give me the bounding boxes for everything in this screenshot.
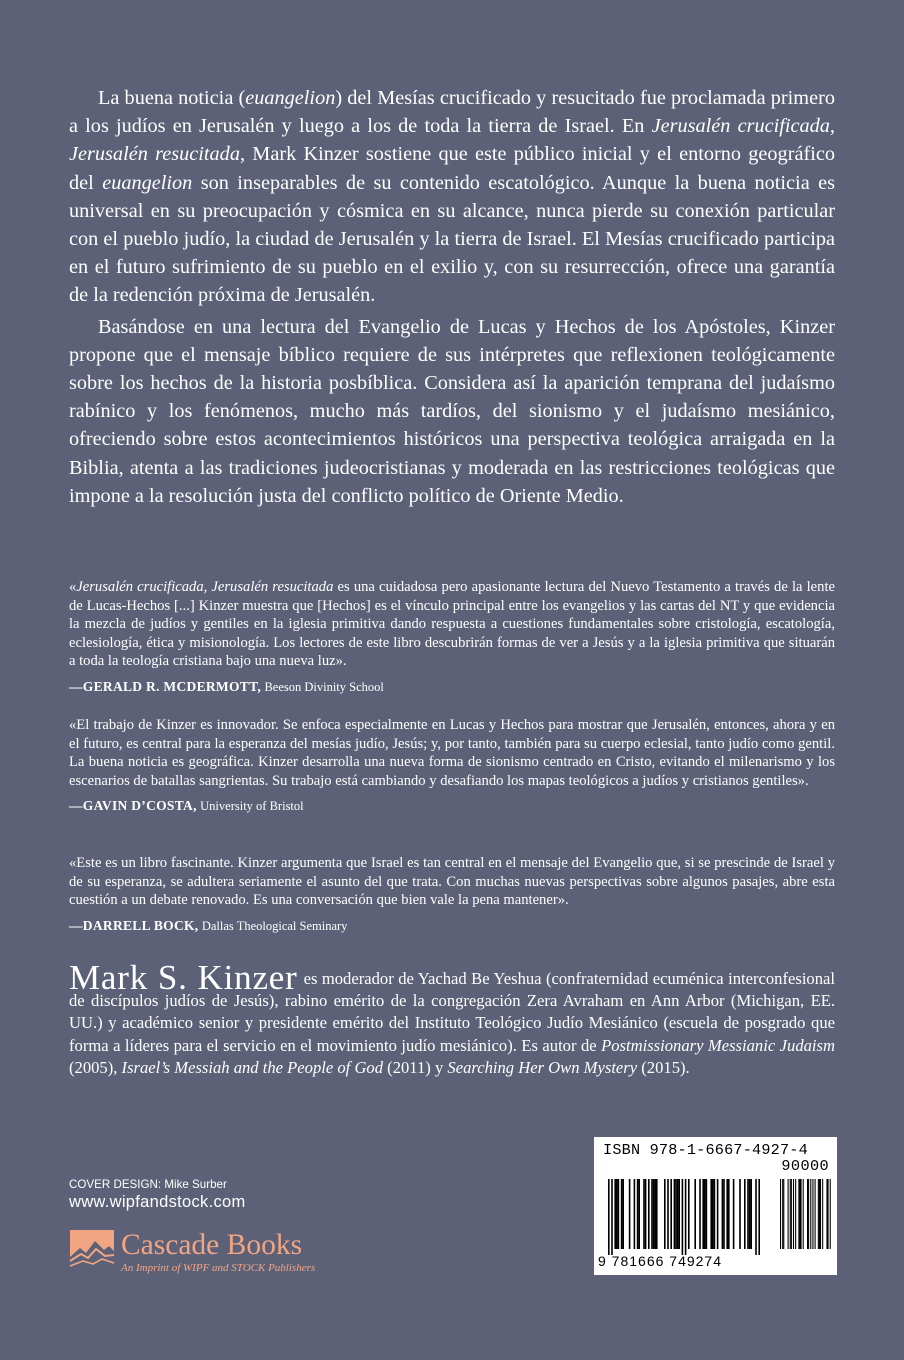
barcode-digits: 9 781666 749274 [598,1253,722,1269]
barcode-bar [702,1179,704,1249]
endorser-name: —GAVIN D’COSTA, [69,798,197,814]
author-bio-text: es moderador de Yachad Be Yeshua (confraternidad ecuménica interconfesional de discípulos judíos de Jesús), rabino emérito de la congregación Zera Avraham en Ann Arbor (Michigan, EE. UU.) y académico senior y presidente emérito del Instituto Teológico Judío Mesiánico (escuela de posgrado que forma a líderes para el servicio en el movimiento judío mesiánico). Es autor de Postmissionary Messianic Judaism (2005), Israel’s Messiah and the People of God (2011) y Searching Her Own Mystery (2015). [69,969,836,1077]
publisher-website: www.wipfandstock.com [69,1193,246,1211]
barcode-bar [643,1179,645,1249]
addon-bar [801,1179,802,1249]
barcode-bar [694,1179,696,1249]
barcode-bar [637,1179,639,1249]
barcode-bar [670,1179,672,1249]
barcode-bar [744,1179,746,1249]
barcode-bar [651,1179,653,1249]
addon-bar [799,1179,800,1249]
endorsement-attribution [69,917,835,936]
barcode-bar [750,1179,752,1249]
blurb-paragraph-1: La buena noticia (euangelion) del Mesías crucificado y resucitado fue proclamada primero a los judíos en Jerusalén y luego a los de toda la tierra de Israel. En Jerusalén crucificada, Jerusalén resucitada, Mark Kinzer sostiene que este público inicial y el entorno geográfico del euangelion son inseparables de su contenido escatológico. Aunque la buena noticia es universal en su preocupación y cósmica en su alcance, nunca pierde su conexión particular con el pueblo judío, la ciudad de Jerusalén y la tierra de Israel. El Mesías crucificado participa en el futuro sufrimiento de su pueblo en el exilio y, con su resurrección, ofrece una garantía de la redención próxima de Jerusalén. [69,87,836,307]
addon-bar [790,1179,791,1249]
addon-bar [808,1179,809,1249]
addon-bar [820,1179,821,1249]
barcode-bar [645,1179,647,1249]
mountain-logo-icon [69,1227,115,1273]
publisher-name: Cascade Books [121,1229,303,1261]
endorsement-dcosta [69,716,835,816]
endorser-affiliation: University of Bristol [200,799,304,814]
barcode-bar [653,1179,655,1249]
barcode-bar [638,1179,640,1249]
ean13-bars [608,1179,773,1255]
barcode-bar [616,1179,618,1249]
author-bio [69,958,836,1079]
barcode-bar [704,1179,706,1249]
barcode-bar [699,1179,701,1249]
publisher-imprint: An Imprint of WIPF and STOCK Publishers [121,1262,316,1274]
barcode-bar [618,1179,620,1249]
barcode-bar [723,1179,725,1249]
addon-bar [793,1179,794,1249]
endorsement-text: «El trabajo de Kinzer es innovador. Se enfoca especialmente en Lucas y Hechos para mostrar que Jerusalén, entonces, ahora y en el futuro, es central para la esperanza del mesías judío, Jesús; y, por tanto, también para su cuerpo eclesial, tanto judío como gentil. La buena noticia es geográfica. Kinzer desarrolla una nueva forma de sionismo centrado en Cristo, evitando el milenarismo y los escenarios de batallas sangrientas. Su trabajo está cambiando y desafiando los mapas teológicos a judíos y cristianos gentiles». [69,717,835,789]
barcode-bar [739,1179,741,1249]
barcode-bar [685,1179,687,1255]
barcode-bar [710,1179,712,1249]
barcode-bar [747,1179,749,1249]
addon-bar [803,1179,804,1249]
isbn-barcode [594,1137,837,1275]
addon-bar [795,1179,796,1249]
barcode-bar [608,1179,610,1255]
endorsement-text: «Jerusalén crucificada, Jerusalén resucitada es una cuidadosa pero apasionante lectura del Nuevo Testamento a través de la lente de Lucas-Hechos [...] Kinzer muestra que [Hechos] es el vínculo principal entre los evangelios y las cartas del NT y que evidencia la mezcla de judíos y gentiles en la iglesia primitiva dando respuesta a cuestiones fundamentales sobre cristología, escatología, eclesiología, ética y misionología. Los lectores de este libro descubrirán formas de ver a Jesús y a la iglesia primitiva que situarán a toda la teología cristiana bajo una nueva luz». [69,579,835,670]
addon-bar [819,1179,820,1249]
endorsement-attribution [69,678,835,697]
addon-bar [782,1179,783,1249]
addon-bar [783,1179,784,1249]
addon-bar [830,1179,831,1249]
endorser-affiliation: Beeson Divinity School [264,679,384,694]
addon-bar [810,1179,811,1249]
back-cover-blurb [69,84,835,510]
addon-bar [798,1179,799,1249]
addon-bar [822,1179,823,1249]
barcode-bar [674,1179,676,1249]
barcode-bar [755,1179,757,1255]
addon-bar [826,1179,827,1249]
barcode-bar [629,1179,631,1249]
barcode-bar [654,1179,656,1249]
endorser-affiliation: Dallas Theological Seminary [201,918,348,933]
endorser-name: —GERALD R. MCDERMOTT, [69,678,262,694]
isbn-label: ISBN 978-1-6667-4927-4 [603,1141,808,1159]
cover-design-credit: COVER DESIGN: Mike Surber [69,1178,227,1191]
barcode-bar [712,1179,714,1249]
barcode-bar [678,1179,680,1249]
barcode-bar [722,1179,724,1249]
barcode-bar [622,1179,624,1249]
addon-bar [812,1179,813,1249]
barcode-bar [611,1179,613,1255]
addon-bar [780,1179,781,1249]
barcode-bar [682,1179,684,1255]
barcode-bar [614,1179,616,1249]
author-name: Mark S. Kinzer [69,958,298,997]
barcode-bar [717,1179,719,1249]
endorsement-mcdermott [69,578,835,697]
addon-bar [788,1179,789,1249]
blurb-paragraph-2: Basándose en una lectura del Evangelio de Lucas y Hechos de los Apóstoles, Kinzer propone que el mensaje bíblico requiere de sus intérpretes que reflexionen teológicamente sobre los hechos de la historia posbíblica. Considera así la aparición temprana del judaísmo rabínico y los fenómenos, mucho más tardíos, del sionismo y el judaísmo mesiánico, ofreciendo sobre estos acontecimientos históricos una perspectiva teológica arraigada en la Biblia, atenta a las tradiciones judeocristianas y moderada en las restricciones teológicas que impone a la resolución justa del conflicto político de Oriente Medio. [69,315,835,507]
barcode-bar [667,1179,669,1249]
addon-bar [815,1179,816,1249]
barcode-bar [688,1179,690,1249]
barcode-bar [728,1179,730,1249]
addon-bar [828,1179,829,1249]
barcode-bar [648,1179,650,1249]
barcode-bar [675,1179,677,1249]
barcode-bar [634,1179,636,1249]
price-addon-label: 90000 [781,1157,829,1175]
barcode-bar [664,1179,666,1249]
credits [69,1177,246,1212]
barcode-bar [749,1179,751,1249]
endorser-name: —DARRELL BOCK, [69,917,199,933]
barcode-bar [733,1179,735,1249]
barcode-bar [726,1179,728,1249]
addon-bars [780,1179,832,1249]
barcode-bar [677,1179,679,1249]
barcode-bar [706,1179,708,1249]
publisher-logo [69,1227,369,1277]
addon-bar [807,1179,808,1249]
barcode-bar [621,1179,623,1249]
endorsement-attribution [69,797,835,816]
addon-bar [791,1179,792,1249]
endorsement-text: «Este es un libro fascinante. Kinzer argumenta que Israel es tan central en el mensaje del Evangelio que, si se prescinde de Israel y de su esperanza, se adultera seriamente el asunto del que trata. Con muchas nuevas perspectivas sobre algunos pasajes, abre esta cuestión a un debate renovado. Es una conversación que bien vale la pena mantener». [69,855,835,909]
barcode-bar [714,1179,716,1249]
barcode-bar [758,1179,760,1255]
endorsement-bock [69,854,835,935]
addon-bar [818,1179,819,1249]
barcode-bar [656,1179,658,1249]
